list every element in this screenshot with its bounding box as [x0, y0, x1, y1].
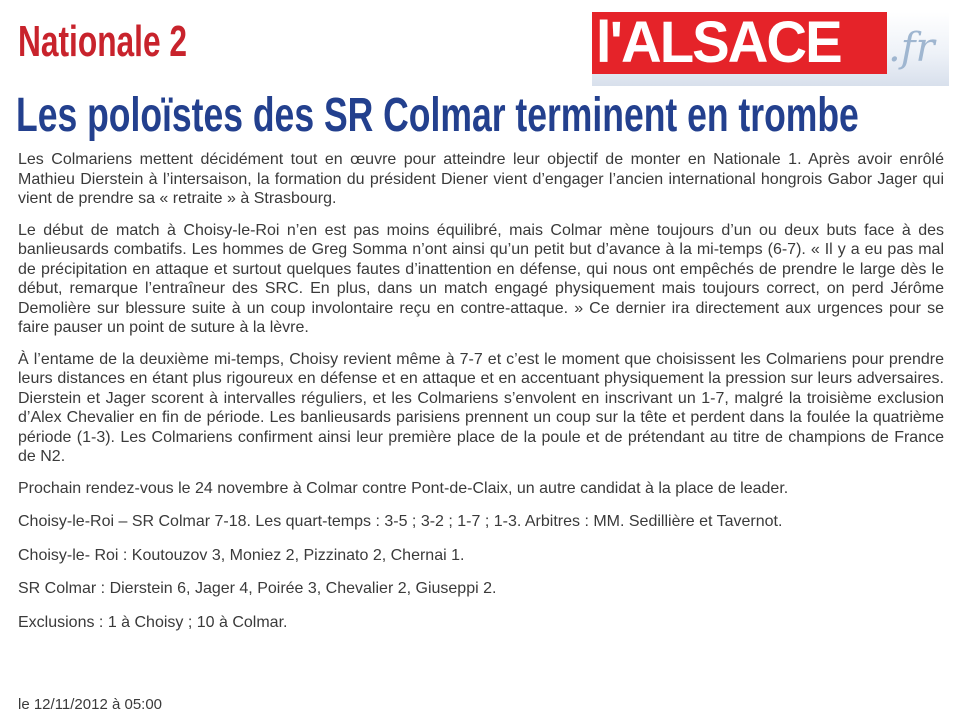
colmar-scorers: SR Colmar : Dierstein 6, Jager 4, Poirée 3, Chevalier 2, Giuseppi 2. — [18, 580, 497, 597]
exclusions-line: Exclusions : 1 à Choisy ; 10 à Colmar. — [18, 613, 288, 631]
logo-brand-text: l'ALSACE — [595, 12, 841, 75]
article-paragraph-2: Le début de match à Choisy-le-Roi n’en est pas moins équilibré, mais Colmar mène toujours d’un ou deux buts face à des banlieusards combatifs. Les hommes de Greg Somma n’ont ainsi qu’un petit but d’avance à la mi-temps (6-7). « Il y a eu pas mal de précipitation en attaque et surtout quelques fautes d’inattention en défense, qui nous ont empêchés de prendre le large dès le début, remarque l’entraîneur des SRC. En plus, dans un match engagé physiquement mais toujours correct, on perd Jérôme Demolière sur blessure suite à un coup involontaire reçu en contre-attaque. » Ce dernier ira directement aux urgences pour se faire pauser un point de suture à la lèvre. — [18, 221, 944, 336]
newspaper-logo — [592, 12, 949, 86]
article-headline: Les poloïstes des SR Colmar terminent en trombe — [16, 89, 859, 142]
publication-date: le 12/11/2012 à 05:00 — [18, 696, 163, 713]
section-title: Nationale 2 — [18, 17, 188, 66]
logo-suffix-text: .fr — [888, 25, 935, 71]
article-paragraph-1: Les Colmariens mettent décidément tout en œuvre pour atteindre leur objectif de monter en Nationale 1. Après avoir enrôlé Mathieu Dierstein à l’intersaison, la formation du président Diener vient d’engager l’ancien international hongrois Gabor Jager qui vient de prendre sa « retraite » à Strasbourg. — [18, 151, 944, 207]
logo-red-band — [592, 12, 887, 74]
article-paragraph-3: À l’entame de la deuxième mi-temps, Choisy revient même à 7-7 et c’est le moment que choisissent les Colmariens pour prendre leurs distances en étant plus rigoureux en défense et en attaque et en accentuant physiquement la pression sur leurs adversaires. Dierstein et Jager scorent à intervalles réguliers, et les Colmariens s’envolent en inscrivant un 1-7, malgré la troisième exclusion d’Alex Chevalier en fin de période. Les banlieusards parisiens prennent un coup sur la tête et perdent dans la foulée la quatrième période (1-3). Les Colmariens confirment ainsi leur première place de la poule et de prétendant au titre de champions de France de N2. — [18, 350, 944, 465]
article-body — [18, 150, 944, 646]
match-score-line: Choisy-le-Roi – SR Colmar 7-18. Les quart-temps : 3-5 ; 3-2 ; 1-7 ; 1-3. Arbitres : MM. Sedillière et Tavernot. — [18, 513, 783, 530]
article-paragraph-next-match: Prochain rendez-vous le 24 novembre à Colmar contre Pont-de-Claix, un autre candidat à la place de leader. — [18, 479, 789, 497]
choisy-scorers: Choisy-le- Roi : Koutouzov 3, Moniez 2, Pizzinato 2, Chernai 1. — [18, 546, 465, 564]
